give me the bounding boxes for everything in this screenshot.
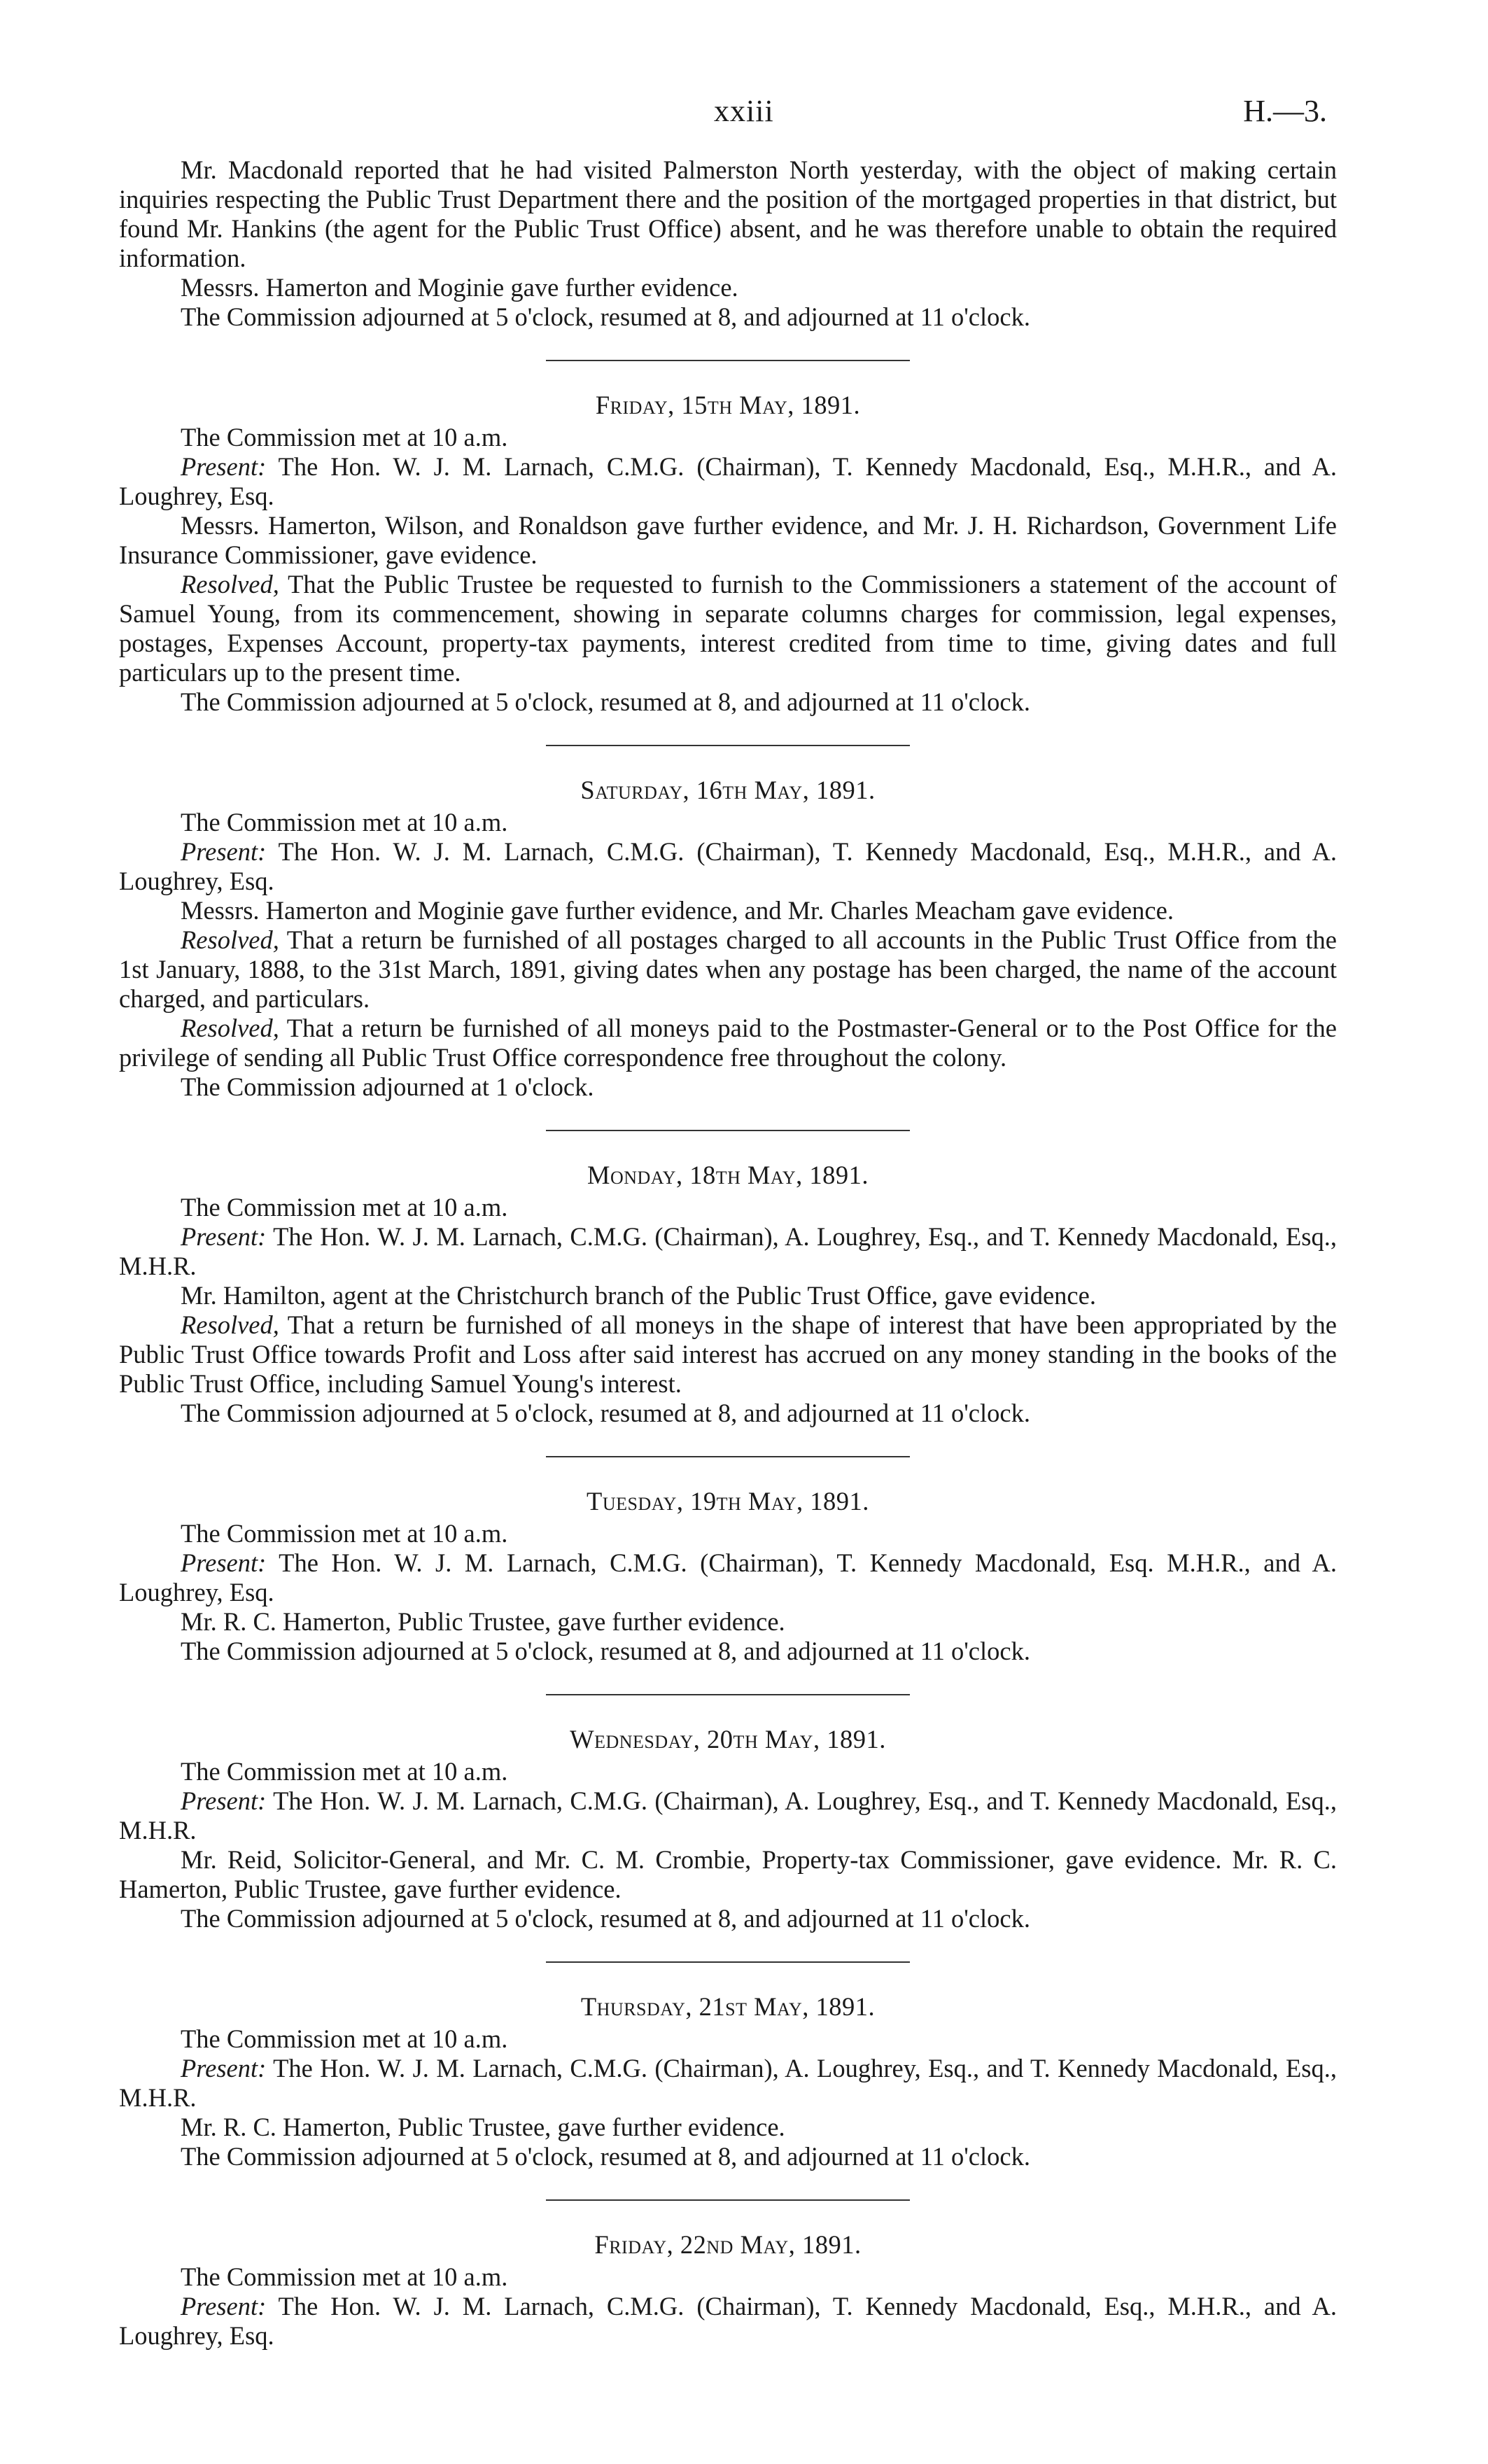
evidence-paragraph: Messrs. Hamerton, Wilson, and Ronaldson gave further evidence, and Mr. J. H. Richardson, Government Life Insurance Commissioner, gave evidence. <box>119 511 1337 569</box>
present-label: Present: <box>181 1222 267 1251</box>
section-date: Monday, 18th May, 1891. <box>587 1161 869 1189</box>
present-label: Present: <box>181 1548 267 1577</box>
resolved-label: Resolved, <box>181 1310 279 1339</box>
section-friday-15 <box>119 391 1337 717</box>
resolution-text: That a return be furnished of all moneys paid to the Postmaster-General or to the Post Office for the privilege of sending all Public Trust Office correspondence free throughout the colony. <box>119 1014 1337 1072</box>
section-date: Thursday, 21st May, 1891. <box>580 1992 876 2021</box>
section-date: Friday, 22nd May, 1891. <box>594 2230 862 2259</box>
page-number: xxiii <box>714 94 774 128</box>
adjournment-note: The Commission adjourned at 5 o'clock, resumed at 8, and adjourned at 11 o'clock. <box>181 687 1030 716</box>
document-reference: H.—3. <box>1243 94 1327 128</box>
intro-paragraph: Messrs. Hamerton and Moginie gave further evidence. <box>181 273 738 302</box>
section-wednesday-20 <box>119 1725 1337 1933</box>
minutes-body <box>119 155 1337 2351</box>
evidence-paragraph: Messrs. Hamerton and Moginie gave further evidence, and Mr. Charles Meacham gave evidence. <box>181 896 1174 925</box>
page-header <box>0 94 1488 132</box>
meeting-note: The Commission met at 10 a.m. <box>181 1519 508 1548</box>
section-date: Friday, 15th May, 1891. <box>595 391 861 419</box>
meeting-note: The Commission met at 10 a.m. <box>181 2024 508 2053</box>
section-date: Wednesday, 20th May, 1891. <box>570 1725 886 1754</box>
section-thursday-21 <box>119 1992 1337 2171</box>
resolution-text: That a return be furnished of all postages charged to all accounts in the Public Trust Office from the 1st January, 1888, to the 31st March, 1891, giving dates when any postage has been charged, the name of the account charged, and particulars. <box>119 925 1338 1013</box>
resolved-label: Resolved, <box>181 925 279 954</box>
evidence-paragraph: Mr. R. C. Hamerton, Public Trustee, gave further evidence. <box>181 1607 785 1636</box>
present-paragraph <box>119 452 1337 511</box>
meeting-note: The Commission met at 10 a.m. <box>181 1193 508 1222</box>
resolution-paragraph <box>119 570 1337 687</box>
adjournment-note: The Commission adjourned at 1 o'clock. <box>181 1072 594 1101</box>
section-divider <box>546 1694 910 1695</box>
resolution-text: That a return be furnished of all moneys in the shape of interest that have been appropriated by the Public Trust Office towards Profit and Loss after said interest has accrued on any money standing in the books of the Public Trust Office, including Samuel Young's interest. <box>119 1310 1337 1398</box>
evidence-paragraph: Mr. Reid, Solicitor-General, and Mr. C. M. Crombie, Property-tax Commissioner, gave evidence. Mr. R. C. Hamerton, Public Trustee, gave further evidence. <box>119 1845 1337 1903</box>
present-label: Present: <box>181 2054 267 2082</box>
section-divider <box>546 1961 910 1963</box>
present-text: The Hon. W. J. M. Larnach, C.M.G. (Chairman), T. Kennedy Macdonald, Esq., M.H.R., and A. Loughrey, Esq. <box>119 2292 1337 2350</box>
present-paragraph <box>119 837 1337 896</box>
adjournment-note: The Commission adjourned at 5 o'clock, resumed at 8, and adjourned at 11 o'clock. <box>181 2142 1030 2171</box>
resolution-paragraph <box>119 1014 1337 1072</box>
meeting-note: The Commission met at 10 a.m. <box>181 808 508 836</box>
section-tuesday-19 <box>119 1487 1337 1666</box>
evidence-paragraph: Mr. R. C. Hamerton, Public Trustee, gave further evidence. <box>181 2113 785 2141</box>
meeting-note: The Commission met at 10 a.m. <box>181 1757 508 1786</box>
present-paragraph <box>119 1222 1337 1281</box>
section-divider <box>546 1130 910 1131</box>
present-text: The Hon. W. J. M. Larnach, C.M.G. (Chairman), A. Loughrey, Esq., and T. Kennedy Macdonald, Esq., M.H.R. <box>119 1222 1338 1280</box>
evidence-paragraph: Mr. Hamilton, agent at the Christchurch branch of the Public Trust Office, gave evidence. <box>181 1281 1096 1310</box>
adjournment-note: The Commission adjourned at 5 o'clock, resumed at 8, and adjourned at 11 o'clock. <box>181 1637 1030 1665</box>
adjournment-note: The Commission adjourned at 5 o'clock, resumed at 8, and adjourned at 11 o'clock. <box>181 1399 1030 1427</box>
section-divider <box>546 2199 910 2201</box>
present-paragraph <box>119 2292 1337 2351</box>
meeting-note: The Commission met at 10 a.m. <box>181 423 508 451</box>
section-divider <box>546 745 910 746</box>
present-text: The Hon. W. J. M. Larnach, C.M.G. (Chairman), A. Loughrey, Esq., and T. Kennedy Macdonald, Esq., M.H.R. <box>119 1786 1338 1844</box>
section-monday-18 <box>119 1161 1337 1428</box>
present-text: The Hon. W. J. M. Larnach, C.M.G. (Chairman), T. Kennedy Macdonald, Esq. M.H.R., and A. Loughrey, Esq. <box>119 1548 1337 1606</box>
resolved-label: Resolved, <box>181 570 279 598</box>
present-label: Present: <box>181 2292 267 2320</box>
present-paragraph <box>119 2054 1337 2113</box>
resolution-paragraph <box>119 1310 1337 1399</box>
resolution-paragraph <box>119 925 1337 1014</box>
present-text: The Hon. W. J. M. Larnach, C.M.G. (Chairman), T. Kennedy Macdonald, Esq., M.H.R., and A. Loughrey, Esq. <box>119 837 1337 895</box>
present-label: Present: <box>181 837 267 866</box>
intro-paragraph: Mr. Macdonald reported that he had visited Palmerston North yesterday, with the object of making certain inquiries respecting the Public Trust Department there and the position of the mortgaged properties in that district, but found Mr. Hankins (the agent for the Public Trust Office) absent, and he was therefore unable to obtain the required information. <box>119 155 1337 272</box>
present-label: Present: <box>181 452 267 481</box>
resolved-label: Resolved, <box>181 1014 279 1042</box>
adjournment-note: The Commission adjourned at 5 o'clock, resumed at 8, and adjourned at 11 o'clock. <box>181 1904 1030 1933</box>
present-text: The Hon. W. J. M. Larnach, C.M.G. (Chairman), T. Kennedy Macdonald, Esq., M.H.R., and A. Loughrey, Esq. <box>119 452 1337 510</box>
resolution-text: That the Public Trustee be requested to furnish to the Commissioners a statement of the account of Samuel Young, from its commencement, showing in separate columns charges for commission, legal expenses, postages, Expenses Account, property-tax payments, interest credited from time to time, giving dates and full particulars up to the present time. <box>119 570 1337 687</box>
present-text: The Hon. W. J. M. Larnach, C.M.G. (Chairman), A. Loughrey, Esq., and T. Kennedy Macdonald, Esq., M.H.R. <box>119 2054 1338 2112</box>
present-label: Present: <box>181 1786 267 1815</box>
section-divider <box>546 1456 910 1457</box>
adjournment-note: The Commission adjourned at 5 o'clock, resumed at 8, and adjourned at 11 o'clock. <box>181 302 1030 331</box>
section-friday-22 <box>119 2230 1337 2351</box>
present-paragraph <box>119 1786 1337 1845</box>
section-saturday-16 <box>119 776 1337 1102</box>
section-date: Saturday, 16th May, 1891. <box>580 776 876 804</box>
meeting-note: The Commission met at 10 a.m. <box>181 2262 508 2291</box>
section-date: Tuesday, 19th May, 1891. <box>587 1487 869 1516</box>
present-paragraph <box>119 1548 1337 1607</box>
section-divider <box>546 360 910 361</box>
